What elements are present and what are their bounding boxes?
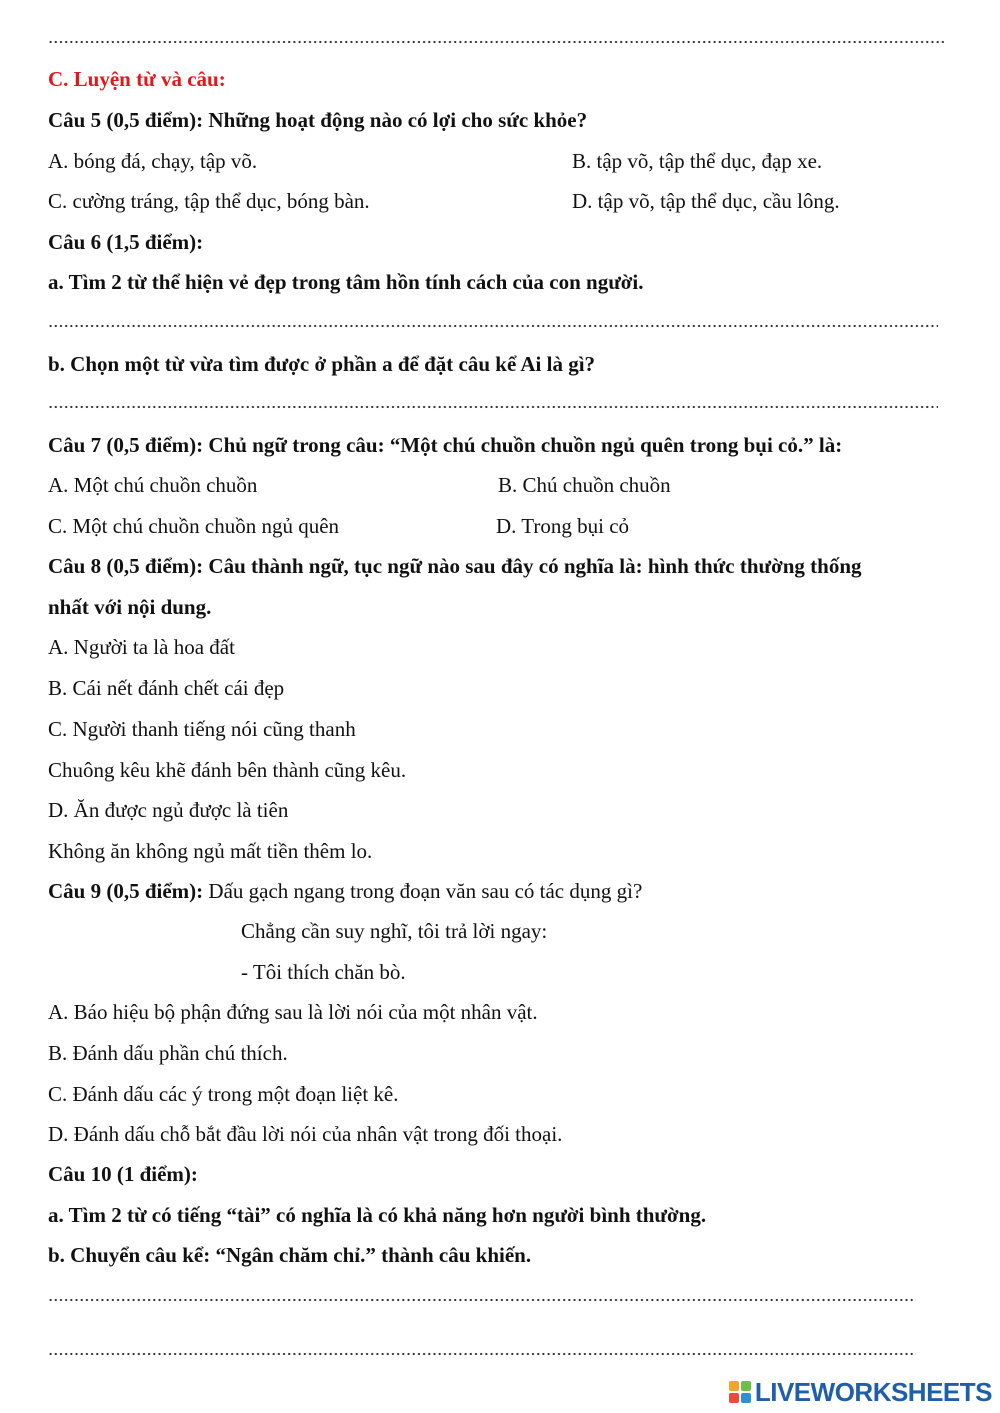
- q7-option-a[interactable]: A. Một chú chuồn chuồn: [48, 473, 258, 497]
- q8-option-a[interactable]: A. Người ta là hoa đất: [48, 635, 235, 659]
- q6-part-a: a. Tìm 2 từ thể hiện vẻ đẹp trong tâm hồn tính cách của con người.: [48, 270, 644, 294]
- q8-option-d-line1[interactable]: D. Ăn được ngủ được là tiên: [48, 798, 289, 822]
- q5-option-b[interactable]: B. tập võ, tập thể dục, đạp xe.: [572, 149, 823, 173]
- q9-option-b[interactable]: B. Đánh dấu phần chú thích.: [48, 1041, 288, 1065]
- q9-option-a[interactable]: A. Báo hiệu bộ phận đứng sau là lời nói của một nhân vật.: [48, 1000, 538, 1024]
- q5-option-c[interactable]: C. cường tráng, tập thể dục, bóng bàn.: [48, 189, 370, 213]
- q10-title: Câu 10 (1 điểm):: [48, 1162, 198, 1186]
- q9-label: Câu 9 (0,5 điểm):: [48, 879, 204, 903]
- q8-title-line1: Câu 8 (0,5 điểm): Câu thành ngữ, tục ngữ nào sau đây có nghĩa là: hình thức thường thống: [48, 554, 862, 578]
- q10-answer-line-1[interactable]: [48, 1297, 916, 1303]
- answer-line-top[interactable]: [48, 39, 946, 45]
- q7-title: Câu 7 (0,5 điểm): Chủ ngữ trong câu: “Một chú chuồn chuồn ngủ quên trong bụi cỏ.” là:: [48, 433, 843, 457]
- q9-question: Dấu gạch ngang trong đoạn văn sau có tác dụng gì?: [203, 879, 643, 903]
- q8-option-c-line2: Chuông kêu khẽ đánh bên thành cũng kêu.: [48, 758, 407, 782]
- q6-answer-line-a[interactable]: [48, 323, 938, 329]
- q8-title-line2: nhất với nội dung.: [48, 595, 212, 619]
- logo-mark-icon: [729, 1381, 751, 1403]
- q9-title: [48, 878, 642, 904]
- liveworksheets-logo: [729, 1375, 992, 1409]
- q9-quote-line2: - Tôi thích chăn bò.: [241, 960, 406, 984]
- q7-option-c[interactable]: C. Một chú chuồn chuồn ngủ quên: [48, 514, 340, 538]
- q10-part-b: b. Chuyển câu kể: “Ngân chăm chỉ.” thành câu khiến.: [48, 1243, 532, 1267]
- q9-quote-line1: Chẳng cần suy nghĩ, tôi trả lời ngay:: [241, 919, 548, 943]
- logo-text: LIVEWORKSHEETS: [754, 1376, 992, 1407]
- q8-option-c-line1[interactable]: C. Người thanh tiếng nói cũng thanh: [48, 717, 356, 741]
- q5-option-a[interactable]: A. bóng đá, chạy, tập võ.: [48, 149, 258, 173]
- q10-part-a: a. Tìm 2 từ có tiếng “tài” có nghĩa là có khả năng hơn người bình thường.: [48, 1203, 707, 1227]
- q9-option-d[interactable]: D. Đánh dấu chỗ bắt đầu lời nói của nhân vật trong đối thoại.: [48, 1122, 563, 1146]
- section-title: C. Luyện từ và câu:: [48, 67, 226, 91]
- q10-answer-line-2[interactable]: [48, 1351, 916, 1357]
- q8-option-d-line2: Không ăn không ngủ mất tiền thêm lo.: [48, 839, 373, 863]
- q6-part-b: b. Chọn một từ vừa tìm được ở phần a để đặt câu kể Ai là gì?: [48, 352, 596, 376]
- q9-option-c[interactable]: C. Đánh dấu các ý trong một đoạn liệt kê.: [48, 1082, 399, 1106]
- q8-option-b[interactable]: B. Cái nết đánh chết cái đẹp: [48, 676, 285, 700]
- q5-option-d[interactable]: D. tập võ, tập thể dục, cầu lông.: [572, 189, 840, 213]
- q7-option-d[interactable]: D. Trong bụi cỏ: [496, 514, 630, 538]
- q6-title: Câu 6 (1,5 điểm):: [48, 230, 204, 254]
- q5-title: Câu 5 (0,5 điểm): Những hoạt động nào có lợi cho sức khỏe?: [48, 108, 588, 132]
- q6-answer-line-b[interactable]: [48, 404, 938, 410]
- q7-option-b[interactable]: B. Chú chuồn chuồn: [498, 473, 671, 497]
